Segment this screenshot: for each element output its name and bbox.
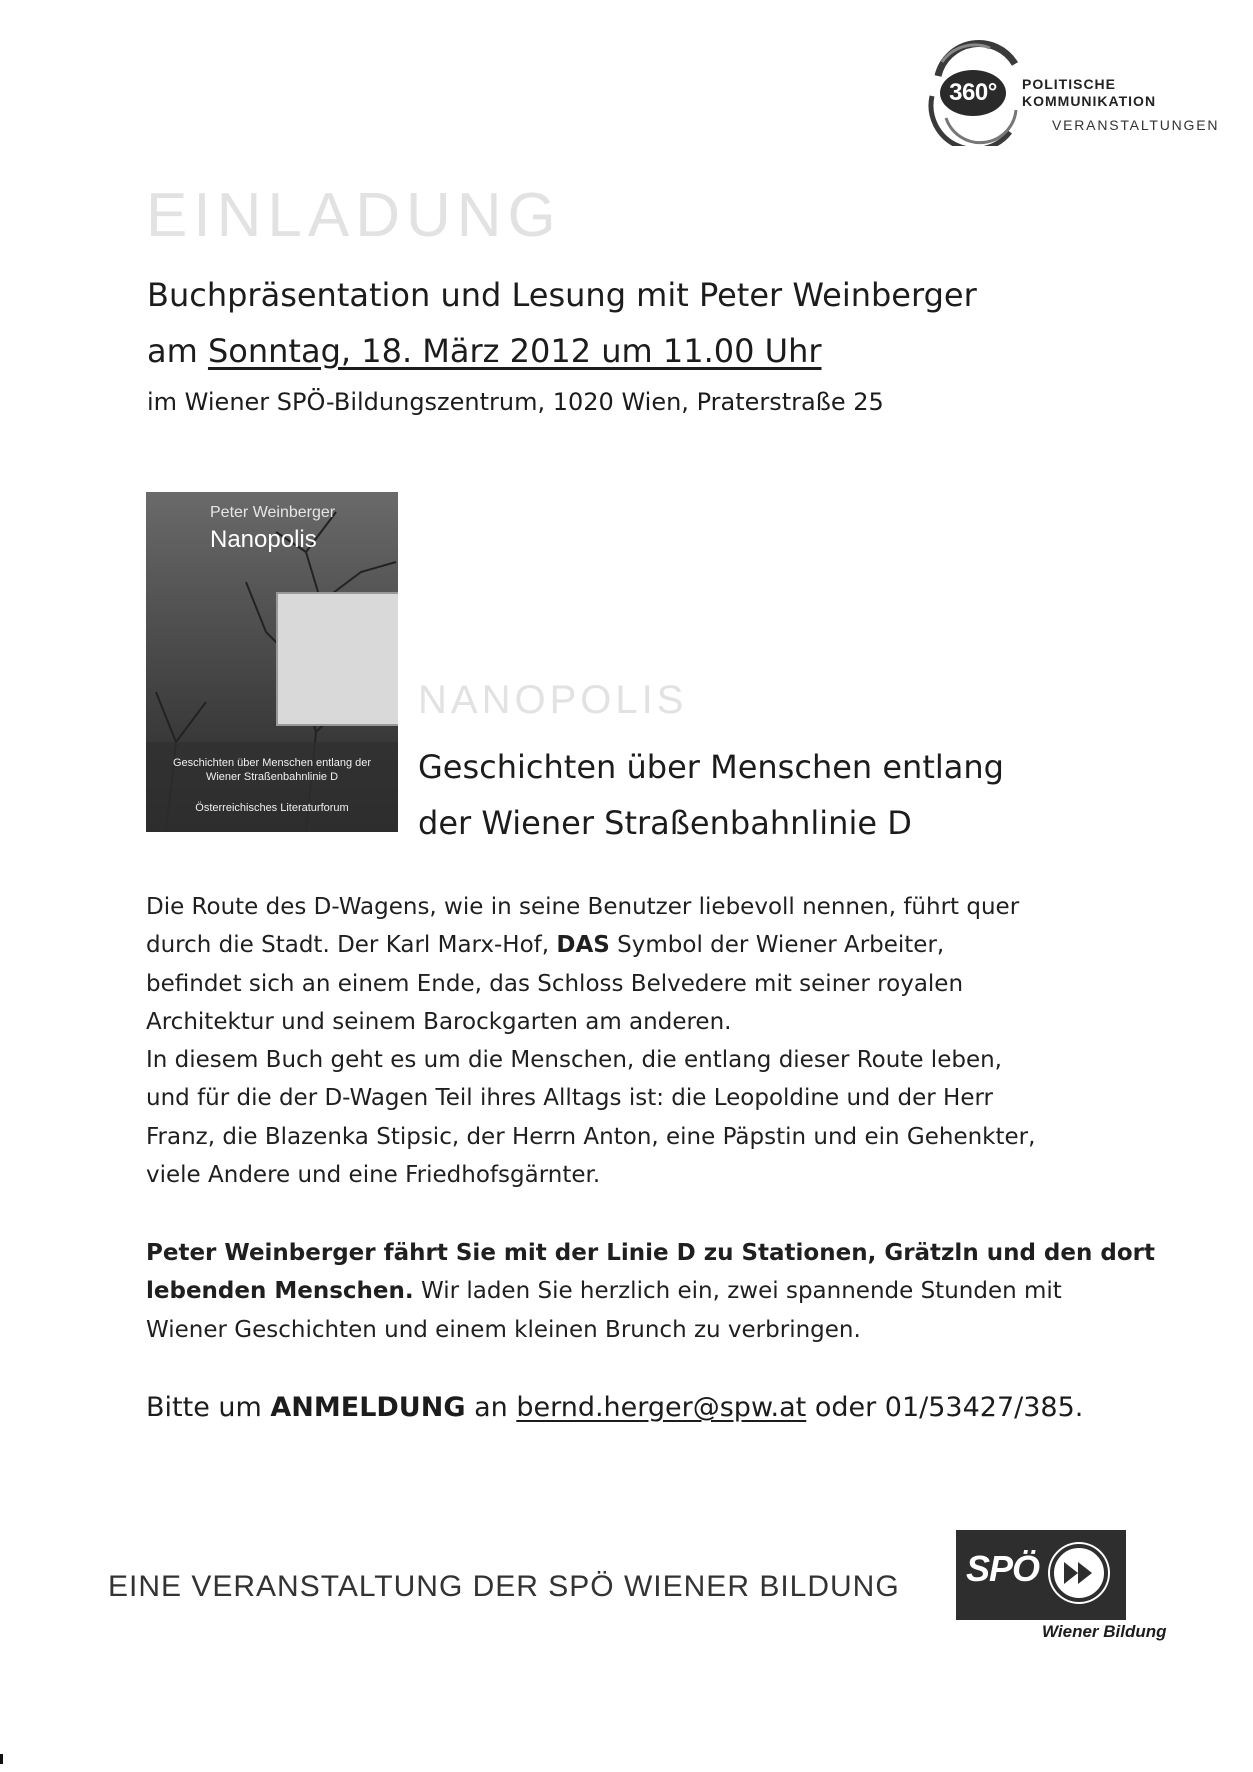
paragraph-text: durch die Stadt. Der Karl Marx-Hof,	[146, 932, 557, 959]
book-title: NANOPOLIS	[418, 678, 688, 722]
intro-date: Sonntag, 18. März 2012 um 11.00 Uhr	[207, 332, 822, 370]
cover-sign-image	[276, 592, 398, 726]
logo-text-line2: KOMMUNIKATION	[1022, 93, 1157, 109]
spo-logo-subtitle: Wiener Bildung	[1042, 1622, 1167, 1641]
paragraph-line: Die Route des D-Wagens, wie in seine Benutzer liebevoll nennen, führt quer	[146, 894, 1020, 920]
phone-text: oder 01/53427/385.	[806, 1392, 1084, 1423]
spo-logo	[956, 1530, 1166, 1640]
intro-line-location: im Wiener SPÖ-Bildungszentrum, 1020 Wien, Praterstraße 25	[147, 388, 884, 416]
paragraph-text: Symbol der Wiener Arbeiter,	[609, 932, 945, 959]
paragraph-line: Wiener Geschichten und einem kleinen Brunch zu verbringen.	[146, 1316, 861, 1343]
cover-subtitle-line1: Geschichten über Menschen entlang der	[172, 757, 372, 769]
logo-text-line3: VERANSTALTUNGEN	[1052, 117, 1220, 133]
paragraph-line	[146, 926, 1106, 964]
paragraph-bold-text: DAS	[556, 932, 610, 959]
logo-360	[920, 36, 1220, 156]
invitation-paragraph	[146, 1234, 1155, 1349]
paragraph-line: Franz, die Blazenka Stipsic, der Herrn Anton, eine Päpstin und ein Gehenkter,	[146, 1123, 1036, 1150]
book-cover-image	[146, 492, 398, 832]
scan-mark	[0, 1754, 3, 1764]
registration-middle: an	[465, 1392, 517, 1423]
paragraph-line: befindet sich an einem Ende, das Schloss Belvedere mit seiner royalen	[146, 970, 964, 997]
book-subtitle-line1: Geschichten über Menschen entlang	[418, 748, 1004, 786]
paragraph-line	[146, 1272, 1106, 1310]
paragraph-line: Architektur und seinem Barockgarten am anderen.	[146, 1008, 732, 1035]
cover-subtitle	[146, 756, 398, 784]
paragraph-line: und für die der D-Wagen Teil ihres Alltags ist: die Leopoldine und der Herr	[146, 1085, 993, 1112]
cover-title: Nanopolis	[210, 526, 317, 553]
paragraph-line: viele Andere und eine Friedhofsgärnter.	[146, 1162, 601, 1189]
registration-prefix: Bitte um	[146, 1392, 271, 1423]
paragraph-line: Peter Weinberger fährt Sie mit der Linie D zu Stationen, Grätzln und den dort	[146, 1240, 1155, 1266]
description-paragraph	[146, 888, 1106, 1194]
intro-date-prefix: am	[147, 332, 208, 370]
registration-emphasis: ANMELDUNG	[270, 1392, 466, 1423]
spo-arrows-icon	[1048, 1542, 1110, 1604]
paragraph-line: In diesem Buch geht es um die Menschen, die entlang dieser Route leben,	[146, 1047, 1002, 1074]
cover-author: Peter Weinberger	[210, 504, 336, 521]
cover-publisher: Österreichisches Literaturforum	[195, 802, 349, 814]
cover-subtitle-line2: Wiener Straßenbahnlinie D	[205, 771, 339, 783]
spo-logo-name: SPÖ	[966, 1548, 1040, 1589]
logo-text-line1: POLITISCHE	[1022, 76, 1117, 92]
paragraph-text: Wir laden Sie herzlich ein, zwei spannende Stunden mit	[413, 1278, 1062, 1305]
registration-line	[146, 1392, 1083, 1423]
page-heading: EINLADUNG	[146, 181, 562, 250]
logo-badge: 360°	[940, 70, 1006, 116]
footer-text: EINE VERANSTALTUNG DER SPÖ WIENER BILDUNG	[108, 1570, 900, 1603]
email-link[interactable]: bernd.herger@spw.at	[516, 1392, 807, 1423]
paragraph-bold-text: lebenden Menschen.	[146, 1278, 414, 1305]
intro-line-event: Buchpräsentation und Lesung mit Peter Weinberger	[147, 276, 977, 314]
book-subtitle-line2: der Wiener Straßenbahnlinie D	[418, 804, 912, 842]
intro-line-date	[147, 332, 822, 370]
